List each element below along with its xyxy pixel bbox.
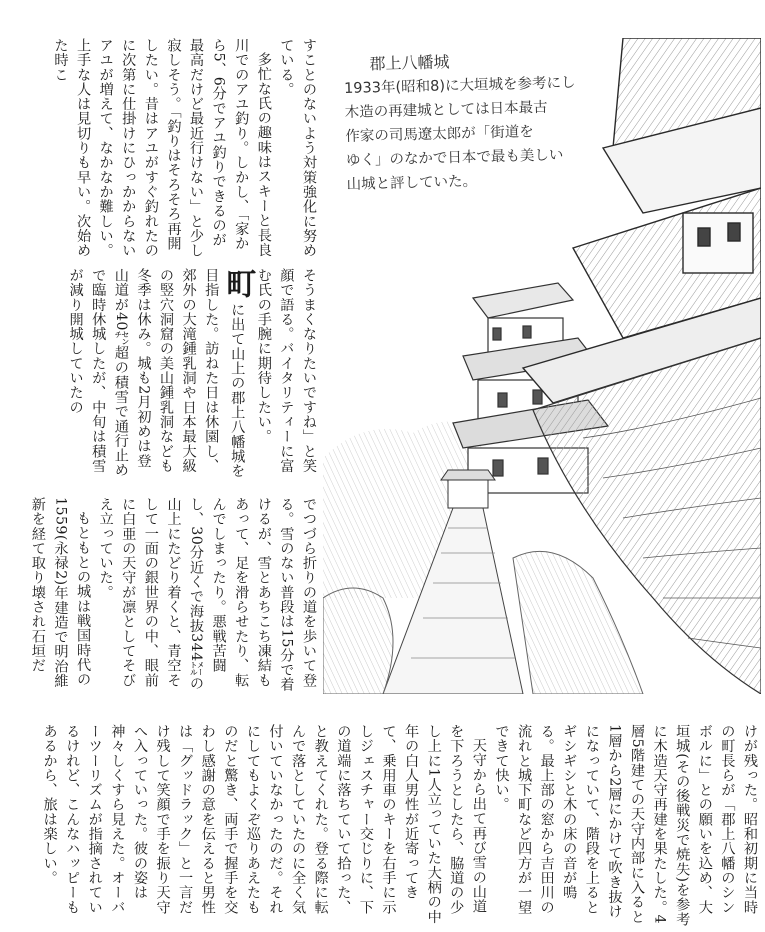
- paragraph: けが残った。昭和初期に当時の町長らが「郡上八幡のシンボルに」との願いを込め、大垣城(その後戦災で焼失)を参考に木造天守再建を果たした。4層5階建ての天守内部に入ると1層から2層にかけて吹き抜けになっていて、階段を上るとギシギシと木の床の音が鳴る。最上部の窓から吉田川の流れと城下町など四方が一望できて快い。: [493, 724, 758, 927]
- article-block-left-top: [49, 38, 320, 258]
- illustration-caption: [343, 47, 578, 197]
- article-block-left-bottom: [26, 497, 320, 699]
- dropcap-character: 町: [220, 268, 256, 299]
- paragraph: 多忙な氏の趣味はスキーと長良川でのアユ釣り。しかし、「家から5、6分でアユ釣りできるのが最高だけど最近行けない」と少し寂しそう。「釣りはそろそろ再開したい。昔はアユがすぐ釣れたのに次第に仕掛けにひっかからないアユが増えて、なかなか難しい。上手な人は見切りも早い。次始めた時こ: [52, 38, 272, 258]
- paragraph: 天守から出て再び雪の山道を下ろうとしたら、脇道の少し上に1人立っていた大柄の中年の白人男性が近寄ってきて、乗用車のキーを右手に示しジェスチャー交じりに、下の道端に落ちていて拾った、と教えてくれた。登る際に転んで落としていたのに全く気付いていなかったのだ。それにしてもよくぞ巡りあえたものだと驚き、両手で握手を交わし感謝の意を伝えると男性は「グッドラック」と一言だけ残して笑顔で手を振り天守へ入っていった。彼の姿は神々しくすら見えた。オーバーツーリズムが指摘されているけれど、こんなハッピーもあるから、旅は楽しい。: [41, 724, 487, 924]
- paragraph-body: に出て山上の郡上八幡城を目指した。訪ねた日は休園し、郊外の大滝鍾乳洞や日本最大級の竪穴洞窟の美山鍾乳洞なども冬季は休み。城も2月初めは登山道が40㌢超の積雪で通行止めで臨時休城したが、中旬は積雪が減り開城していたの: [67, 268, 246, 479]
- caption-line: 木造の再建城としては日本最古: [344, 99, 548, 122]
- paragraph: でつづら折りの道を歩いて登る。雪のない普段は15分で着けるが、雪とあちこち凍結もあって、足を滑らせたり、転んでしまったり。悪戦苦闘し、30分近くで海抜344㍍の山上にたどり着くと、青空そして一面の銀世界の中、眼前に白亜の天守が凛としてそびえ立っていた。: [97, 497, 317, 692]
- article-block-right-bottom: [38, 724, 761, 928]
- caption-line: 作家の司馬遼太郎が「街道を: [345, 124, 534, 146]
- caption-line: ゆく」のなかで日本で最も美しい: [345, 147, 564, 170]
- paragraph: [64, 268, 256, 480]
- caption-line: 山城と評していた。: [346, 173, 478, 194]
- paragraph: すことのないよう対策強化に努めている。: [278, 38, 317, 258]
- caption-line: 1933年(昭和8)に大垣城を参考にし: [343, 74, 576, 98]
- caption-title: 郡上八幡城: [369, 52, 450, 74]
- article-block-left-mid: [64, 268, 320, 480]
- paragraph: そうまくなりたいですね」と笑顔で語る。バイタリティーに富む氏の手腕に期待したい。: [255, 268, 317, 474]
- paragraph: もともとの城は戦国時代の1559(永禄2)年建造で明治維新を経て取り壊され石垣だ: [29, 497, 92, 689]
